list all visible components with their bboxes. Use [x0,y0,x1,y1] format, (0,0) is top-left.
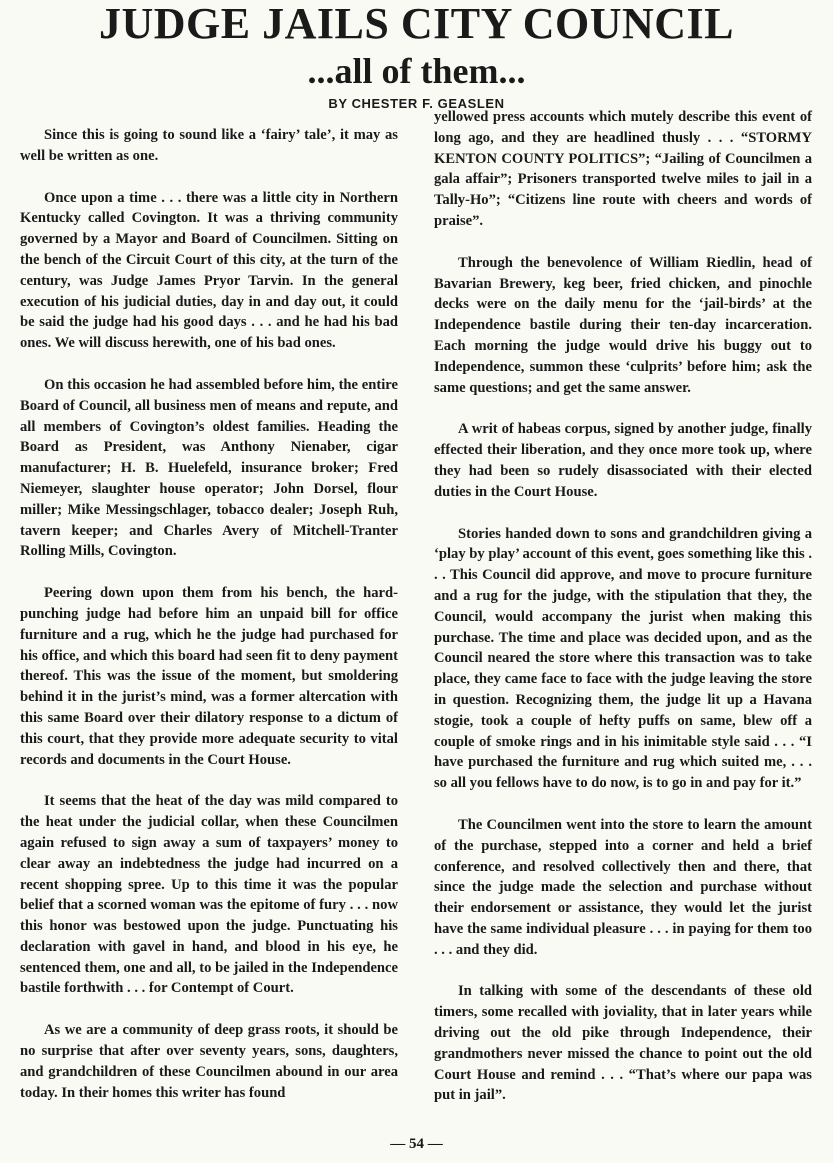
headline: JUDGE JAILS CITY COUNCIL [98,0,735,48]
paragraph: It seems that the heat of the day was mild compared to the heat under the judicial collar, when these Councilmen again refused to sign away a sum of taxpayers’ money to clear away an indebtedness the judge had incurred on a recent shopping spree. Up to this time it was the popular belief that a scorned woman was the epitome of fury . . . now this honor was bestowed upon the judge. Punctuating his declaration with gavel in hand, and blood in his eye, he sentenced them, one and all, to be jailed in the Independence bastile forthwith . . . for Contempt of Court. [20,793,398,997]
paragraph: Once upon a time . . . there was a little city in Northern Kentucky called Covington. It was a thriving community governed by a Mayor and Board of Councilmen. Sitting on the bench of the Circuit Court of this city, at the turn of the century, was Judge James Pryor Tarvin. In the general execution of his judicial duties, day in and day out, it could be said the judge had his good days . . . and he had his bad ones. We will discuss herewith, one of his bad ones. [20,189,398,352]
paragraph: Stories handed down to sons and grandchildren giving a ‘play by play’ account of this event, goes something like this . . . This Council did approve, and move to procure furniture and a rug for the judge, with the stipulation that they, the Council, would accompany the jurist when making this purchase. The time and place was decided upon, and as the Council neared the store where this transaction was to take place, they came face to face with the judge leaving the store in question. Recognizing them, the judge lit up a Havana stogie, took a couple of hefty puffs on same, blew off a couple of smoke rings and in his inimitable style said . . . “I have purchased the furniture and rug which suited me, . . . so all you fellows have to do now, is to go in and pay for it.” [434,525,812,792]
byline: BY CHESTER F. GEASLEN [328,96,505,111]
paragraph: As we are a community of deep grass roots, it should be no surprise that after over seventy years, sons, daughters, and grandchildren of these Councilmen abound in our area today. In their homes this writer has found [20,1022,398,1101]
paragraph: A writ of habeas corpus, signed by another judge, finally effected their liberation, and they once more took up, where they had been so rudely disassociated with their elected duties in the Court House. [434,421,812,500]
paragraph: On this occasion he had assembled before him, the entire Board of Council, all business men of means and repute, and all members of Covington’s oldest families. Heading the Board as President, was Anthony Nienaber, cigar manufacturer; H. B. Huelefeld, insurance broker; Fred Niemeyer, slaughter house operator; John Dorsel, flour miller; Mike Messingschlager, tobacco dealer; Joseph Ruh, tavern keeper; and Charles Avery of Mitchell-Tranter Rolling Mills, Covington. [20,376,398,560]
subheadline: ...all of them... [307,51,526,91]
paragraph: Peering down upon them from his bench, the hard-punching judge had before him an unpaid bill for office furniture and a rug, which he the judge had purchased for his office, and which this board had seen fit to deny payment thereof. This was the issue of the moment, but smoldering behind it in the jurist’s mind, was a former altercation with this same Board over their dilatory response to a dictum of this court, that they provide more adequate security to vital records and documents in the Court House. [20,585,398,768]
paragraph: Since this is going to sound like a ‘fairy’ tale’, it may as well be written as one. [20,127,398,164]
right-column [434,107,812,1127]
page-number: — 54 — [390,1136,443,1152]
left-column [20,125,398,1124]
paragraph: yellowed press accounts which mutely describe this event of long ago, and they are headlined thusly . . . “STORMY KENTON COUNTY POLITICS”; “Jailing of Councilmen a gala affair”; Prisoners transported twelve miles to jail in a Tally-Ho”; “Citizens line route with cheers and words of praise”. [434,109,812,229]
paragraph: Through the benevolence of William Riedlin, head of Bavarian Brewery, keg beer, fried chicken, and pinochle decks were on the daily menu for the ‘jail-birds’ at the Independence bastile during their ten-day incarceration. Each morning the judge would drive his buggy out to Independence, summon these ‘culprits’ before him; ask the same questions; and get the same answer. [434,254,812,396]
paragraph: The Councilmen went into the store to learn the amount of the purchase, stepped into a corner and held a brief conference, and resolved collectively then and there, that since the judge made the selection and purchase without their endorsement or assistance, they would let the jurist have the same individual pleasure . . . in paying for them too . . . and they did. [434,816,812,958]
paragraph: In talking with some of the descendants of these old timers, some recalled with joviality, that in later years while driving out the old pike through Independence, their grandmothers never missed the chance to point out the old Court House and remind . . . “That’s where our papa was put in jail”. [434,983,812,1104]
